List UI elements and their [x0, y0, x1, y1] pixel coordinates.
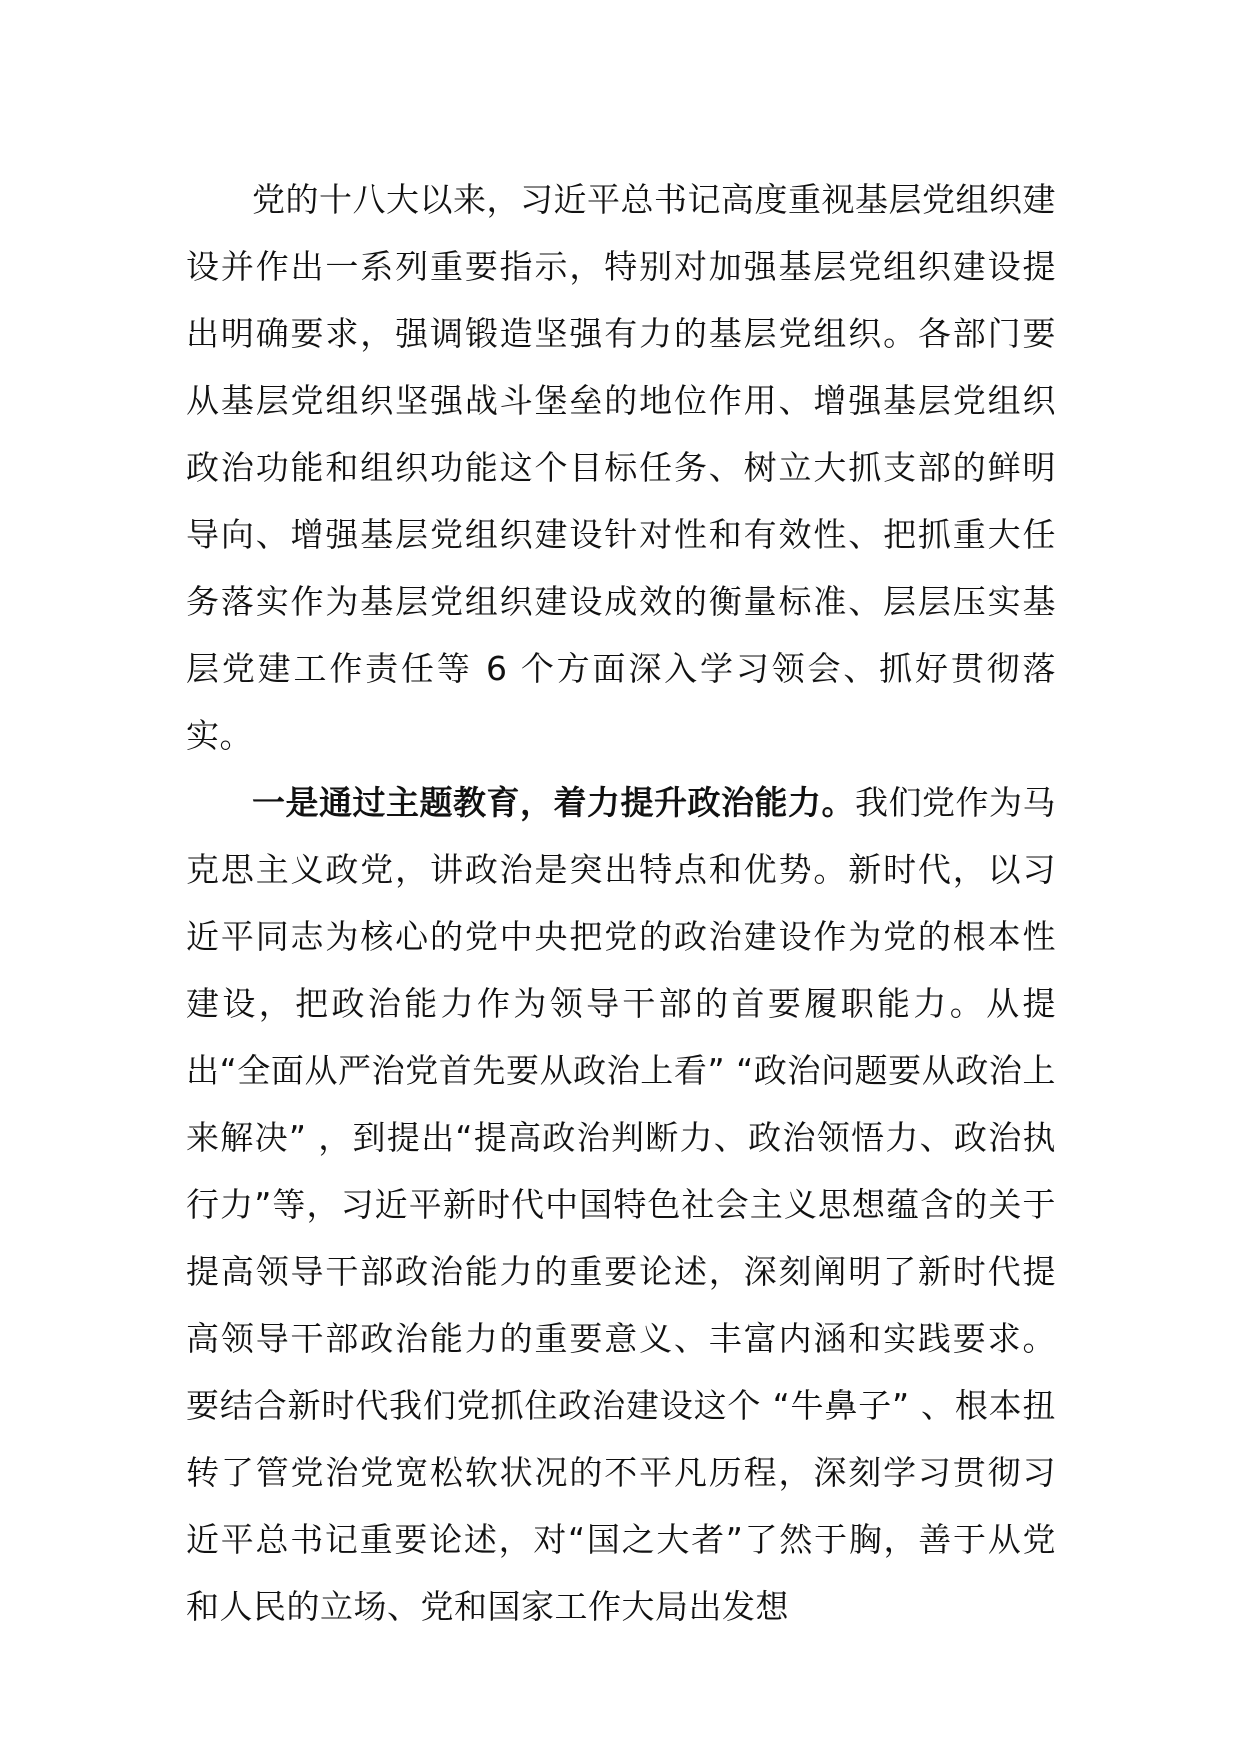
paragraph-intro: 党的十八大以来，习近平总书记高度重视基层党组织建设并作出一系列重要指示，特别对加强基层党组织建设提出明确要求，强调锻造坚强有力的基层党组织。各部门要从基层党组织坚强战斗堡垒的地位作用、增强基层党组织政治功能和组织功能这个目标任务、树立大抓支部的鲜明导向、增强基层党组织建设针对性和有效性、把抓重大任务落实作为基层党组织建设成效的衡量标准、层层压实基层党建工作责任等 6 个方面深入学习领会、抓好贯彻落实。	[186, 180, 1056, 755]
paragraph-point-one	[186, 769, 1056, 1640]
paragraph-body-text: 我们党作为马克思主义政党，讲政治是突出特点和优势。新时代，以习近平同志为核心的党中央把党的政治建设作为党的根本性建设，把政治能力作为领导干部的首要履职能力。从提出“全面从严治党首先要从政治上看” “政治问题要从政治上来解决” ，到提出“提高政治判断力、政治领悟力、政治执行力”等，习近平新时代中国特色社会主义思想蕴含的关于提高领导干部政治能力的重要论述，深刻阐明了新时代提高领导干部政治能力的重要意义、丰富内涵和实践要求。要结合新时代我们党抓住政治建设这个 “牛鼻子” 、根本扭转了管党治党宽松软状况的不平凡历程，深刻学习贯彻习近平总书记重要论述，对“国之大者”了然于胸，善于从党和人民的立场、党和国家工作大局出发想	[186, 783, 1056, 1626]
document-body	[186, 166, 1056, 1640]
paragraph-lead-heading: 一是通过主题教育，着力提升政治能力。	[252, 783, 855, 822]
